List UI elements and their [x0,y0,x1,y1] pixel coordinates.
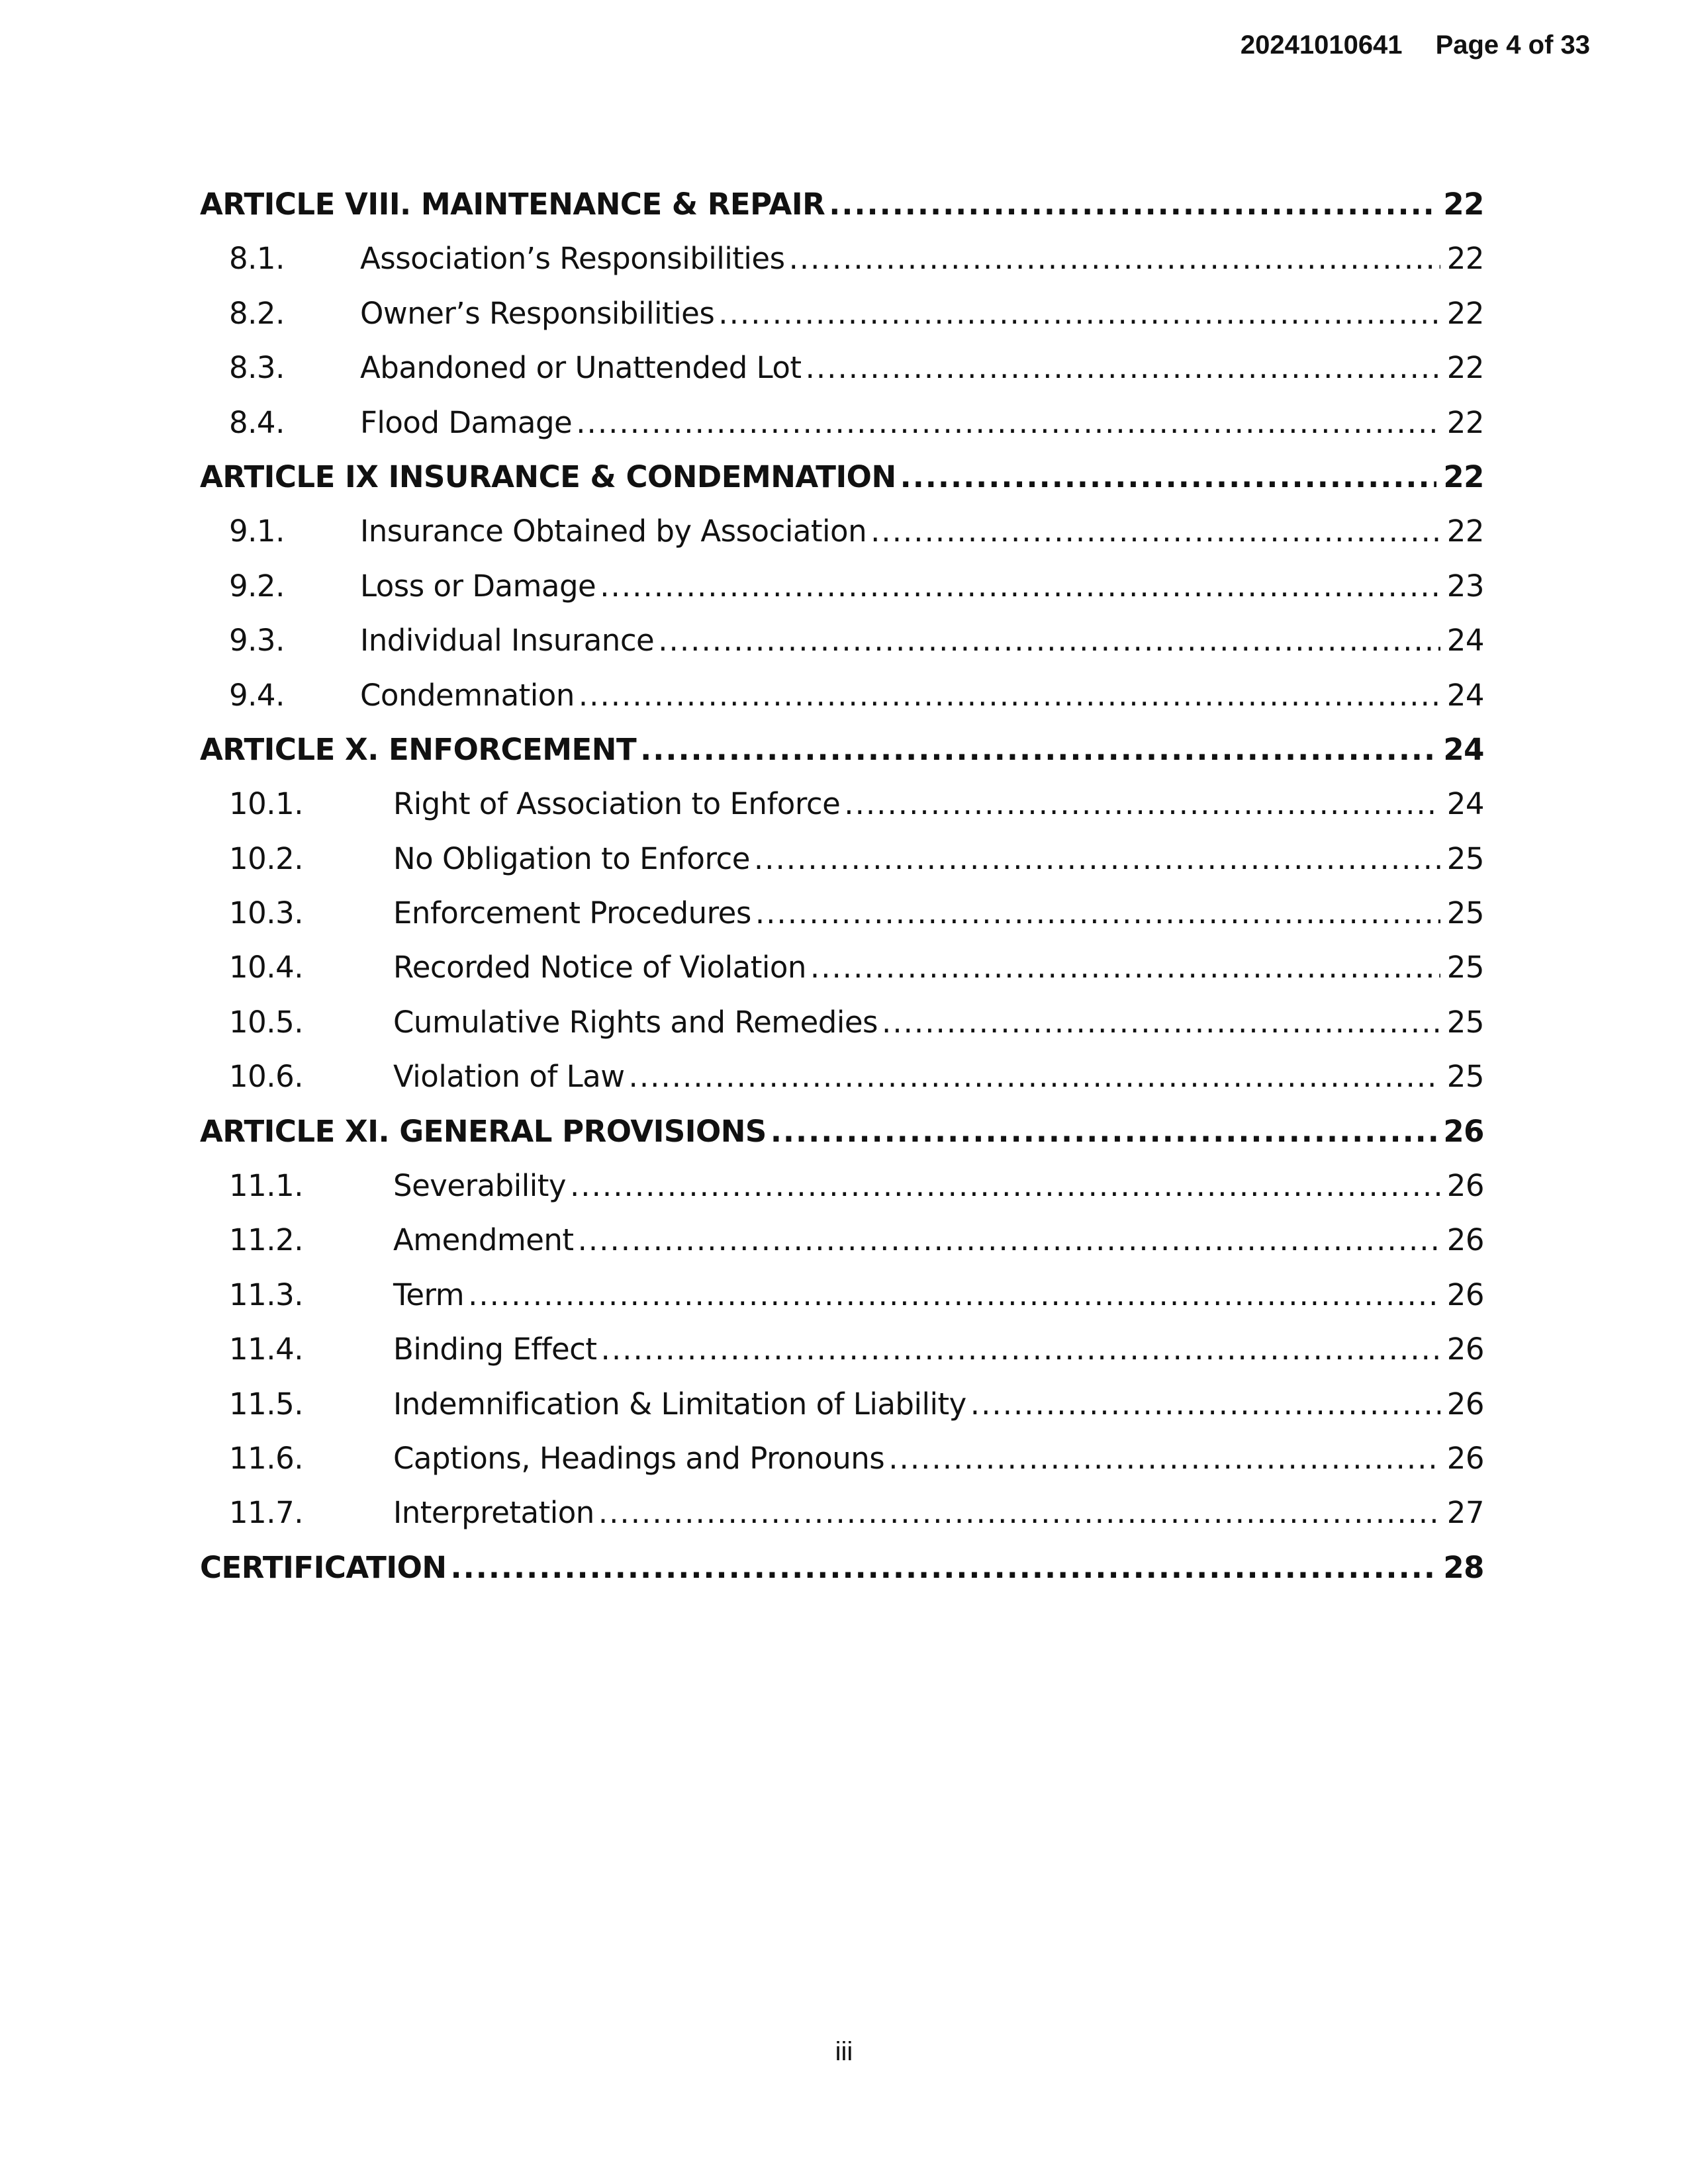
toc-entry-number: 11.4. [229,1332,303,1367]
page-footer [0,2037,1688,2067]
dot-leader [570,1159,1440,1213]
toc-entry-number: 11.7. [229,1495,303,1531]
dot-leader [601,1322,1440,1377]
page-number: iii [835,2037,853,2066]
toc-entry-number: 8.3. [229,350,285,386]
toc-entry-number: 10.5. [229,1004,303,1040]
toc-section-entry[interactable] [200,668,1484,723]
page-label: Page 4 of 33 [1435,30,1590,60]
toc-entry-number: 10.2. [229,841,303,876]
toc-section-entry[interactable] [200,1486,1484,1540]
toc-entry-title: Severability [393,1168,566,1204]
dot-leader [870,504,1440,559]
toc-entry-page: 24 [1446,786,1484,822]
toc-entry-page: 22 [1446,241,1484,277]
toc-entry-title: Cumulative Rights and Remedies [393,1004,878,1040]
toc-entry-title: Insurance Obtained by Association [360,514,867,549]
dot-leader [888,1432,1440,1486]
dot-leader [829,177,1436,232]
dot-leader [882,995,1440,1050]
dot-leader [806,341,1440,395]
toc-entry-title: Binding Effect [393,1332,597,1367]
toc-section-entry[interactable] [200,504,1484,559]
toc-section-entry[interactable] [200,1377,1484,1432]
toc-section-entry[interactable] [200,1268,1484,1322]
toc-entry-number: 8.1. [229,241,285,277]
toc-entry-page: 22 [1446,350,1484,386]
toc-entry-page: 22 [1446,514,1484,549]
dot-leader [578,1213,1440,1267]
toc-entry-number: 8.2. [229,295,285,331]
dot-leader [844,777,1440,831]
toc-entry-title: ARTICLE VIII. MAINTENANCE & REPAIR [200,187,825,222]
toc-entry-title: Recorded Notice of Violation [393,950,806,985]
toc-entry-number: 11.5. [229,1386,303,1422]
toc-section-entry[interactable] [200,1050,1484,1104]
toc-entry-page: 28 [1443,1549,1484,1585]
toc-entry-title: Right of Association to Enforce [393,786,841,822]
toc-entry-page: 25 [1446,1059,1484,1095]
dot-leader [900,450,1437,504]
toc-section-entry[interactable] [200,396,1484,450]
toc-section-entry[interactable] [200,341,1484,395]
toc-entry-number: 9.3. [229,623,285,659]
toc-section-entry[interactable] [200,287,1484,341]
toc-entry-page: 22 [1446,295,1484,331]
toc-article-entry[interactable] [200,723,1484,777]
toc-entry-page: 25 [1446,950,1484,985]
toc-entry-page: 22 [1443,459,1484,494]
toc-entry-page: 26 [1446,1440,1484,1476]
toc-entry-page: 27 [1446,1495,1484,1531]
toc-entry-title: ARTICLE XI. GENERAL PROVISIONS [200,1113,767,1149]
toc-entry-title: Condemnation [360,677,575,713]
dot-leader [754,832,1440,886]
toc-entry-number: 10.6. [229,1059,303,1095]
toc-entry-title: Amendment [393,1222,574,1258]
toc-section-entry[interactable] [200,886,1484,940]
toc-entry-page: 22 [1446,404,1484,440]
toc-entry-number: 9.2. [229,568,285,604]
toc-entry-title: Association’s Responsibilities [360,241,785,277]
page-header [1241,30,1590,60]
toc-entry-page: 26 [1443,1113,1484,1149]
toc-entry-page: 23 [1446,568,1484,604]
toc-entry-number: 11.2. [229,1222,303,1258]
dot-leader [468,1268,1440,1322]
toc-entry-page: 26 [1446,1222,1484,1258]
toc-entry-page: 25 [1446,895,1484,931]
toc-entry-page: 24 [1446,623,1484,659]
toc-entry-number: 11.6. [229,1440,303,1476]
dot-leader [771,1105,1437,1159]
dot-leader [658,614,1440,668]
toc-entry-page: 24 [1443,731,1484,767]
toc-entry-title: Flood Damage [360,404,573,440]
toc-section-entry[interactable] [200,614,1484,668]
toc-section-entry[interactable] [200,940,1484,995]
toc-entry-number: 11.3. [229,1277,303,1312]
toc-entry-number: 8.4. [229,404,285,440]
toc-entry-title: Violation of Law [393,1059,625,1095]
toc-entry-title: Abandoned or Unattended Lot [360,350,802,386]
toc-entry-title: Owner’s Responsibilities [360,295,715,331]
toc-entry-title: CERTIFICATION [200,1549,447,1585]
toc-entry-page: 22 [1443,187,1484,222]
toc-entry-page: 26 [1446,1277,1484,1312]
toc-entry-page: 26 [1446,1386,1484,1422]
dot-leader [629,1050,1440,1104]
toc-section-entry[interactable] [200,1213,1484,1267]
toc-entry-page: 25 [1446,1004,1484,1040]
toc-article-entry[interactable] [200,1105,1484,1159]
toc-entry-title: Enforcement Procedures [393,895,751,931]
dot-leader [810,940,1440,995]
toc-section-entry[interactable] [200,995,1484,1050]
toc-entry-number: 10.4. [229,950,303,985]
dot-leader [598,1486,1440,1540]
toc-section-entry[interactable] [200,777,1484,831]
toc-entry-title: Captions, Headings and Pronouns [393,1440,885,1476]
toc-entry-number: 9.1. [229,514,285,549]
toc-section-entry[interactable] [200,1432,1484,1486]
dot-leader [755,886,1440,940]
toc-entry-title: Interpretation [393,1495,594,1531]
toc-section-entry[interactable] [200,1322,1484,1377]
toc-entry-title: ARTICLE X. ENFORCEMENT [200,731,637,767]
toc-entry-title: ARTICLE IX INSURANCE & CONDEMNATION [200,459,896,494]
toc-entry-page: 24 [1446,677,1484,713]
dot-leader [789,232,1440,286]
dot-leader [970,1377,1440,1432]
toc-section-entry[interactable] [200,232,1484,286]
toc-entry-number: 10.3. [229,895,303,931]
toc-entry-number: 10.1. [229,786,303,822]
document-number: 20241010641 [1240,30,1403,60]
toc-entry-title: Term [393,1277,465,1312]
toc-article-entry[interactable] [200,177,1484,232]
dot-leader [600,559,1440,614]
toc-section-entry[interactable] [200,1159,1484,1213]
toc-entry-title: Loss or Damage [360,568,596,604]
table-of-contents [200,177,1484,1595]
toc-entry-title: Individual Insurance [360,623,655,659]
dot-leader [640,723,1436,777]
toc-entry-number: 11.1. [229,1168,303,1204]
dot-leader [579,668,1440,723]
dot-leader [451,1541,1437,1595]
dot-leader [576,396,1440,450]
toc-entry-page: 26 [1446,1332,1484,1367]
toc-entry-title: No Obligation to Enforce [393,841,750,876]
toc-entry-number: 9.4. [229,677,285,713]
toc-section-entry[interactable] [200,559,1484,614]
toc-entry-title: Indemnification & Limitation of Liability [393,1386,966,1422]
dot-leader [718,287,1440,341]
toc-article-entry[interactable] [200,450,1484,504]
toc-section-entry[interactable] [200,832,1484,886]
toc-article-entry[interactable] [200,1541,1484,1595]
toc-entry-page: 26 [1446,1168,1484,1204]
toc-entry-page: 25 [1446,841,1484,876]
